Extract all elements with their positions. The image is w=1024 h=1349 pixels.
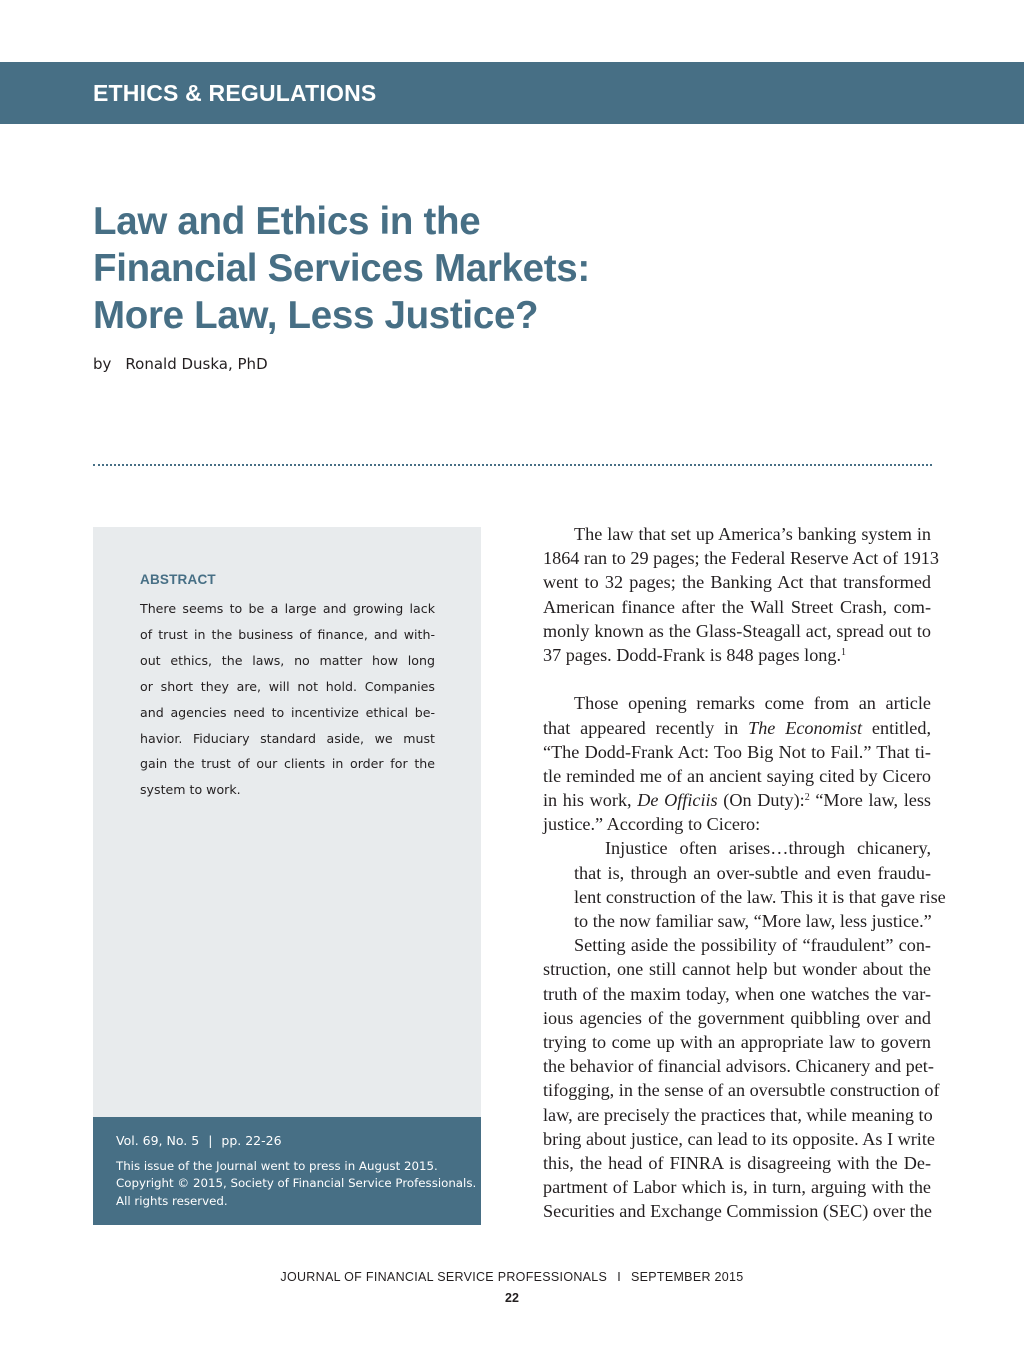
body-line: The law that set up America’s banking system in	[574, 524, 931, 544]
volume-number: Vol. 69, No. 5	[116, 1133, 200, 1148]
page-number: 22	[505, 1291, 519, 1305]
body-line: Those opening remarks come from an article	[574, 693, 931, 714]
abstract-line: of trust in the business of finance, and with-	[140, 626, 435, 642]
footer-separator: I	[617, 1270, 621, 1284]
abstract-line: There seems to be a large and growing lack	[140, 601, 435, 616]
body-line: ious agencies of the government quibbling over and	[543, 1007, 931, 1028]
body-line: bring about justice, can lead to its opposite. As I write	[543, 1128, 935, 1149]
section-label: ETHICS & REGULATIONS	[93, 80, 377, 106]
work-title: De Officiis	[637, 790, 718, 811]
issue-date: SEPTEMBER 2015	[630, 1270, 744, 1284]
quote-line: Injustice often arises…through chicanery,	[605, 838, 931, 859]
body-line: the behavior of financial advisors. Chicanery and pet-	[543, 1056, 934, 1077]
body-line: struction, one still cannot help but wonder about the	[543, 959, 931, 980]
body-text: “More law, less	[809, 790, 932, 811]
body-text: (On Duty):	[717, 790, 805, 811]
body-line: Setting aside the possibility of “fraudulent” con-	[574, 935, 931, 956]
quote-line: to the now familiar saw, “More law, less justice.”	[574, 911, 932, 931]
abstract-line: gain the trust of our clients in order for the	[140, 756, 435, 772]
body-line: law, are precisely the practices that, while meaning to	[543, 1104, 933, 1125]
body-text: entitled,	[862, 717, 931, 738]
body-line: “The Dodd-Frank Act: Too Big Not to Fail.” That ti-	[543, 741, 931, 762]
body-line: Securities and Exchange Commission (SEC) over the	[543, 1201, 932, 1222]
abstract-heading: ABSTRACT	[140, 572, 216, 587]
title-line-1: Law and Ethics in the	[93, 200, 481, 243]
quote-line: lent construction of the law. This it is that gave rise	[574, 886, 946, 907]
abstract-text	[140, 596, 435, 803]
body-text: that appeared recently in	[543, 717, 749, 738]
byline-prefix: by	[93, 355, 112, 373]
body-line: 1864 ran to 29 pages; the Federal Reserve Act of 1913	[543, 548, 939, 569]
body-line: tle reminded me of an ancient saying cited by Cicero	[543, 765, 931, 786]
body-line	[543, 788, 931, 812]
title-line-2: Financial Services Markets:	[93, 247, 590, 290]
body-line: truth of the maxim today, when one watches the var-	[543, 983, 931, 1004]
title-line-3: More Law, Less Justice?	[93, 294, 539, 337]
abstract-line: or short they are, will not hold. Companies	[140, 678, 435, 694]
article-body	[543, 522, 946, 1223]
body-line: went to 32 pages; the Banking Act that transformed	[543, 572, 931, 593]
body-line: tifogging, in the sense of an oversubtle construction of	[543, 1080, 940, 1101]
article-title	[93, 198, 713, 339]
journal-name: JOURNAL OF FINANCIAL SERVICE PROFESSIONALS	[280, 1270, 608, 1284]
abstract-line: system to work.	[140, 782, 241, 798]
abstract-line: out ethics, the laws, no matter how long	[140, 652, 435, 668]
footnote-ref: 1	[841, 646, 847, 658]
body-line	[543, 643, 931, 667]
abstract-line: and agencies need to incentivize ethical be-	[140, 704, 435, 720]
footnote-ref: 2	[804, 792, 810, 804]
rights-line: All rights reserved.	[116, 1193, 228, 1208]
page-range: pp. 22-26	[221, 1133, 282, 1148]
copyright-line: Copyright © 2015, Society of Financial Service Professionals.	[116, 1176, 477, 1191]
body-text: in his work,	[543, 790, 638, 811]
quote-line: that is, through an over-subtle and even fraudu-	[574, 862, 931, 883]
body-line: trying to come up with an appropriate law to govern	[543, 1031, 931, 1052]
body-line: justice.” According to Cicero:	[543, 814, 761, 835]
byline	[93, 355, 268, 373]
body-line: this, the head of FINRA is disagreeing with the De-	[543, 1152, 931, 1173]
volume-separator: |	[208, 1133, 213, 1148]
publication-title: The Economist	[748, 717, 863, 738]
page-footer	[0, 1270, 1024, 1284]
body-line: monly known as the Glass-Steagall act, spread out to	[543, 620, 931, 641]
author-name: Ronald Duska, PhD	[125, 355, 268, 373]
volume-info	[116, 1133, 282, 1148]
body-line: American finance after the Wall Street Crash, com-	[543, 596, 931, 617]
abstract-line: havior. Fiduciary standard aside, we must	[140, 730, 435, 746]
dotted-divider	[93, 464, 932, 466]
body-line: partment of Labor which is, in turn, arguing with the	[543, 1177, 931, 1198]
paragraph-gap	[543, 667, 931, 691]
body-text: 37 pages. Dodd-Frank is 848 pages long.	[543, 644, 842, 665]
body-line	[543, 716, 931, 740]
press-line: This issue of the Journal went to press in August 2015.	[116, 1159, 438, 1173]
press-notice	[116, 1158, 476, 1210]
